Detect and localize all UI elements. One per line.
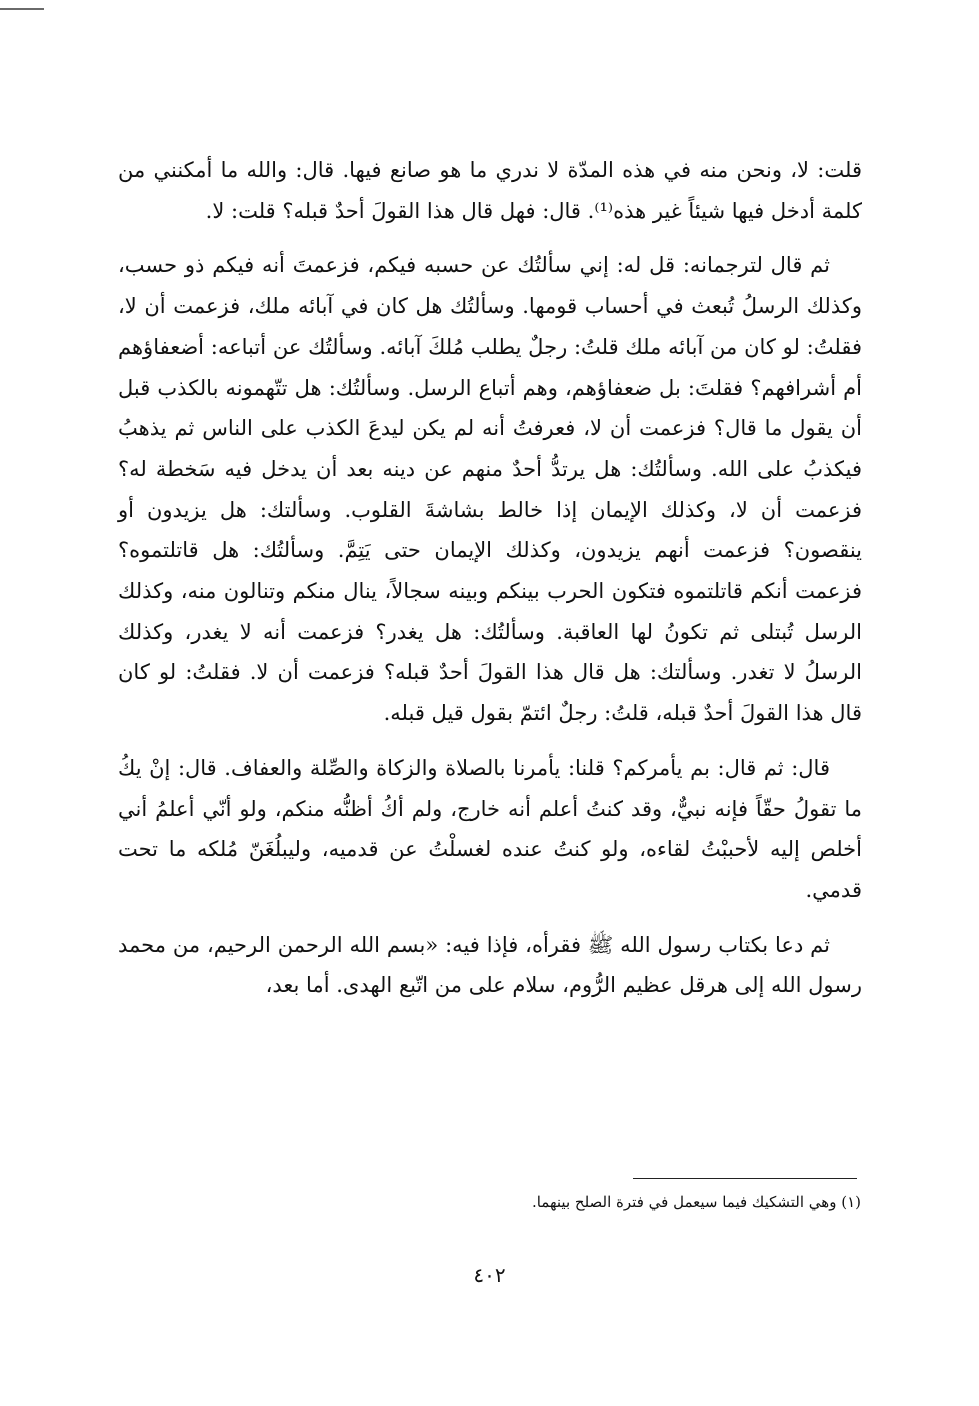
paragraph-2: ثم قال لترجمانه: قل له: إني سألتُك عن حسبه فيكم، فزعمتَ أنه فيكم ذو حسب، وكذلك الرسلُ تُبعث في أحساب قومها. وسألتُك هل كان في آبائه ملك، فزعمت أن لا، فقلتُ: لو كان من آبائه ملك قلتُ: رجلٌ يطلب مُلكَ آبائه. وسألتُك عن أتباعه: أضعفاؤهم أم أشرافهم؟ فقلتَ: بل ضعفاؤهم، وهم أتباع الرسل. وسألتُك: هل تتّهمونه بالكذب قبل أن يقول ما قال؟ فزعمت أن لا، فعرفتُ أنه لم يكن ليدعَ الكذب على الناس ثم يذهبُ فيكذبُ على الله. وسألتُك: هل يرتدُّ أحدٌ منهم عن دينه بعد أن يدخل فيه سَخطة له؟ فزعمت أن لا، وكذلك الإيمان إذا خالط بشاشةَ القلوب. وسألتك: هل يزيدون أو ينقصون؟ فزعمت أنهم يزيدون، وكذلك الإيمان حتى يَتِمَّ. وسألتُك: هل قاتلتموه؟ فزعمت أنكم قاتلتموه فتكون الحرب بينكم وبينه سجالاً، ينال منكم وتنالون منه، وكذلك الرسل تُبتلى ثم تكونُ لها العاقبة. وسألتُك: هل يغدر؟ فزعمت أنه لا يغدر، وكذلك الرسلُ لا تغدر. وسألتك: هل قال هذا القولَ أحدٌ قبله؟ فزعمت أن لا. فقلتُ: لو كان قال هذا القولَ أحدٌ قبله، قلتُ: رجلٌ ائتمّ بقول قيل قبله. [118,253,862,726]
paragraph-3: قال: ثم قال: بم يأمركم؟ قلنا: يأمرنا بالصلاة والزكاة والصِّلة والعفاف. قال: إنْ يكُ ما تقولُ حقّاً فإنه نبيٌّ، وقد كنتُ أعلم أنه خارج، ولم أكُ أظنُّه منكم، ولو أنّي أعلمُ أني أخلص إليه لأحببْتُ لقاءه، ولو كنتُ عنده لغسلْتُ عن قدميه، وليبلُغَنّ مُلكه ما تحت قدمي. [118,755,862,902]
page-number: ٤٠٢ [473,1263,506,1287]
footnote-divider [633,1178,857,1179]
paragraph-1: قلت: لا، ونحن منه في هذه المدّة لا ندري ما هو صانع فيها. قال: والله ما أمكنني من كلمة أدخل فيها شيئاً غير هذه⁽¹⁾. قال: فهل قال هذا القولَ أحدٌ قبله؟ قلت: لا. [118,158,862,223]
page-body [118,150,862,1020]
paragraph-4: ثم دعا بكتاب رسول الله ﷺ فقرأه، فإذا فيه: «بسم الله الرحمن الرحيم، من محمد رسول الله إلى هرقل عظيم الرُّوم، سلام على من اتّبع الهدى. أما بعد، [118,932,862,998]
footnote: (١) وهي التشكيك فيما سيعمل في فترة الصلح بينهما. [531,1193,861,1211]
scan-edge-mark [0,8,44,10]
